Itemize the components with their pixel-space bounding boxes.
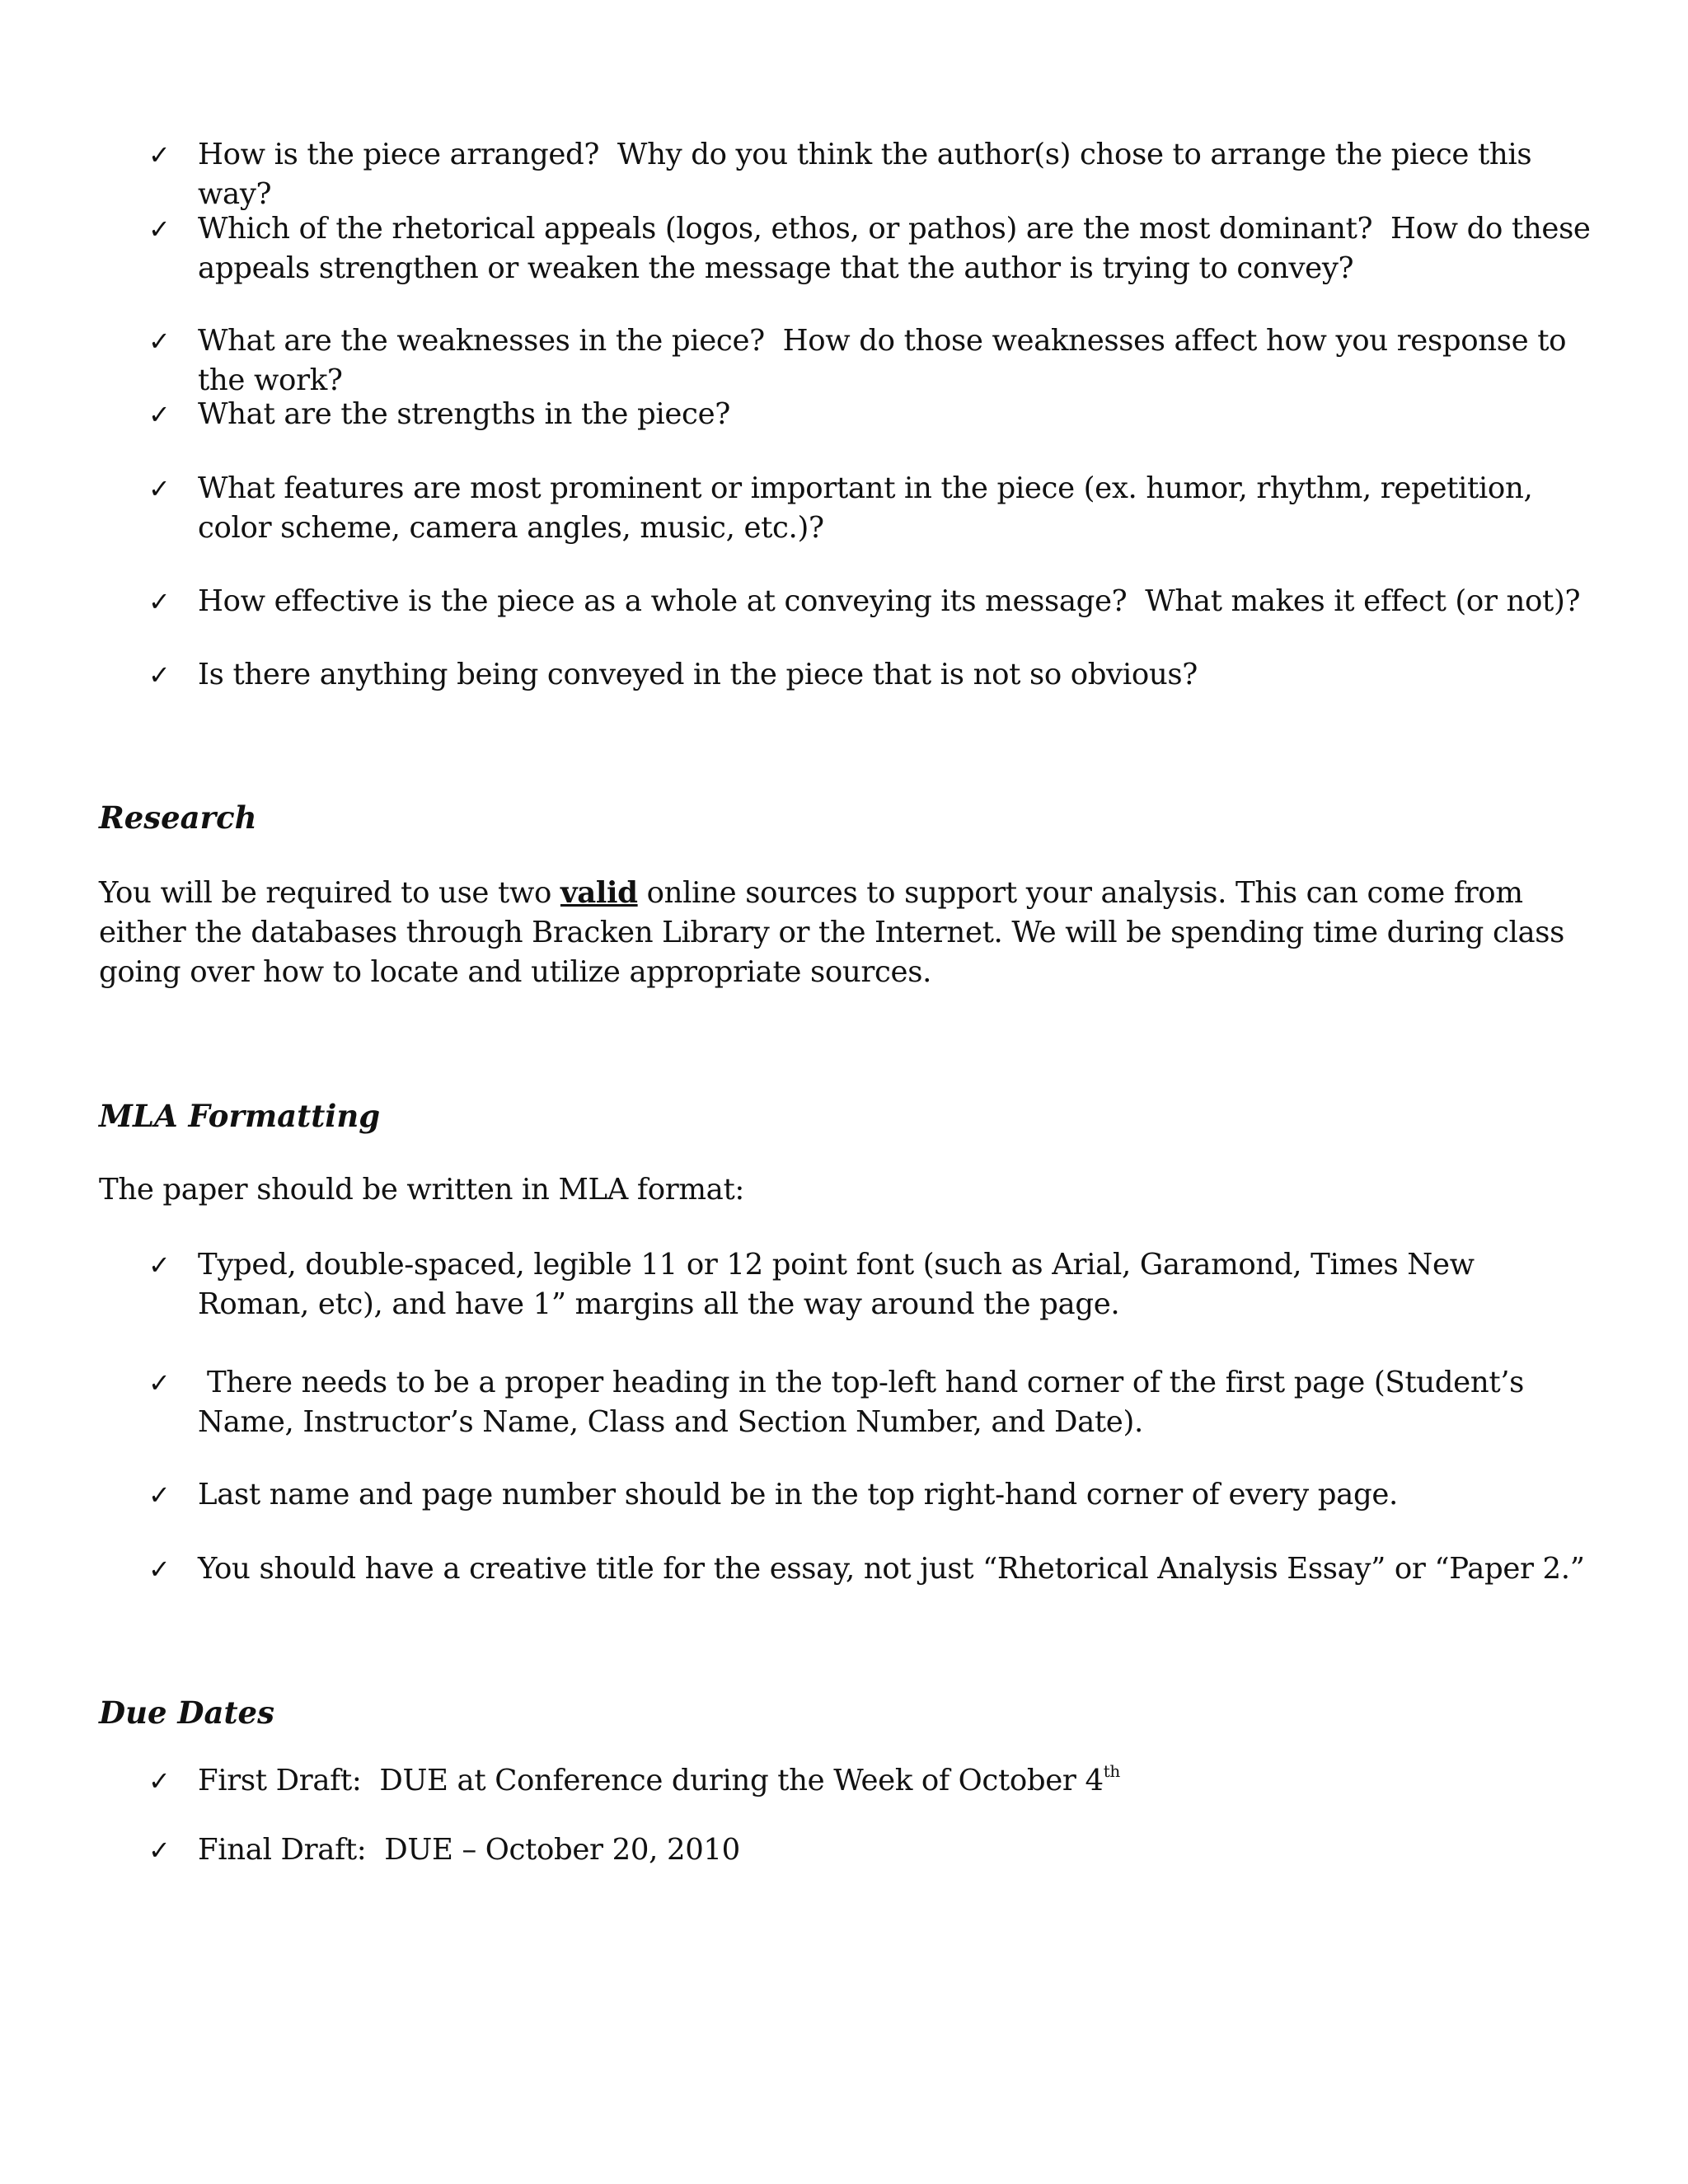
valid-emphasis: valid: [560, 876, 638, 910]
list-item-text: How is the piece arranged? Why do you think the author(s) chose to arrange the piece this way?: [198, 138, 1541, 211]
checkmark-icon: ✓: [148, 586, 171, 617]
list-item-text: Typed, double-spaced, legible 11 or 12 point font (such as Arial, Garamond, Times New Roman, etc), and have 1” margins all the way around the page.: [198, 1248, 1484, 1321]
list-item-text: How effective is the piece as a whole at conveying its message? What makes it effect (or not)?: [198, 584, 1581, 618]
checkmark-icon: ✓: [148, 473, 171, 504]
list-item-text: What are the strengths in the piece?: [198, 397, 730, 431]
checkmark-icon: ✓: [148, 213, 171, 245]
mla-intro: The paper should be written in MLA format:: [99, 1173, 744, 1207]
research-heading: Research: [99, 799, 257, 836]
research-text-after: online sources to support your analysis. This can come from either the databases through Bracken Library or the Internet. We will be spending time during class going over how to locate and utilize appropriate sources.: [99, 876, 1565, 989]
checkmark-icon: ✓: [148, 399, 171, 430]
list-item-text: You should have a creative title for the essay, not just “Rhetorical Analysis Essay” or “Paper 2.”: [198, 1552, 1585, 1586]
list-item-text: There needs to be a proper heading in the top-left hand corner of the first page (Student’s Name, Instructor’s Name, Class and Section Number, and Date).: [198, 1366, 1533, 1439]
checkmark-icon: ✓: [148, 1367, 171, 1399]
checkmark-icon: ✓: [148, 326, 171, 357]
list-item-text: Which of the rhetorical appeals (logos, ethos, or pathos) are the most dominant? How do these appeals strengthen or weaken the message that the author is trying to convey?: [198, 212, 1600, 285]
list-item-text: What features are most prominent or important in the piece (ex. humor, rhythm, repetition, color scheme, camera angles, music, etc.)?: [198, 471, 1542, 545]
final-draft-text: Final Draft: DUE – October 20, 2010: [198, 1833, 740, 1867]
checkmark-icon: ✓: [148, 139, 171, 171]
mla-heading: MLA Formatting: [99, 1098, 381, 1134]
first-draft-label: First Draft: DUE at Conference during the Week of October 4: [198, 1764, 1104, 1797]
research-text-before: You will be required to use two: [99, 876, 560, 910]
checkmark-icon: ✓: [148, 659, 171, 691]
checkmark-icon: ✓: [148, 1479, 171, 1511]
checkmark-icon: ✓: [148, 1765, 171, 1797]
list-item-text: What are the weaknesses in the piece? How do those weaknesses affect how you response to the work?: [198, 324, 1576, 397]
list-item-text: Last name and page number should be in the top right-hand corner of every page.: [198, 1478, 1398, 1511]
list-item-text: Is there anything being conveyed in the piece that is not so obvious?: [198, 658, 1198, 691]
due-dates-heading: Due Dates: [99, 1694, 274, 1731]
ordinal-suffix: th: [1103, 1761, 1120, 1781]
checkmark-icon: ✓: [148, 1835, 171, 1866]
checkmark-icon: ✓: [148, 1554, 171, 1585]
research-paragraph: [99, 874, 1591, 992]
checkmark-icon: ✓: [148, 1249, 171, 1281]
first-draft-text: [198, 1761, 1591, 1801]
